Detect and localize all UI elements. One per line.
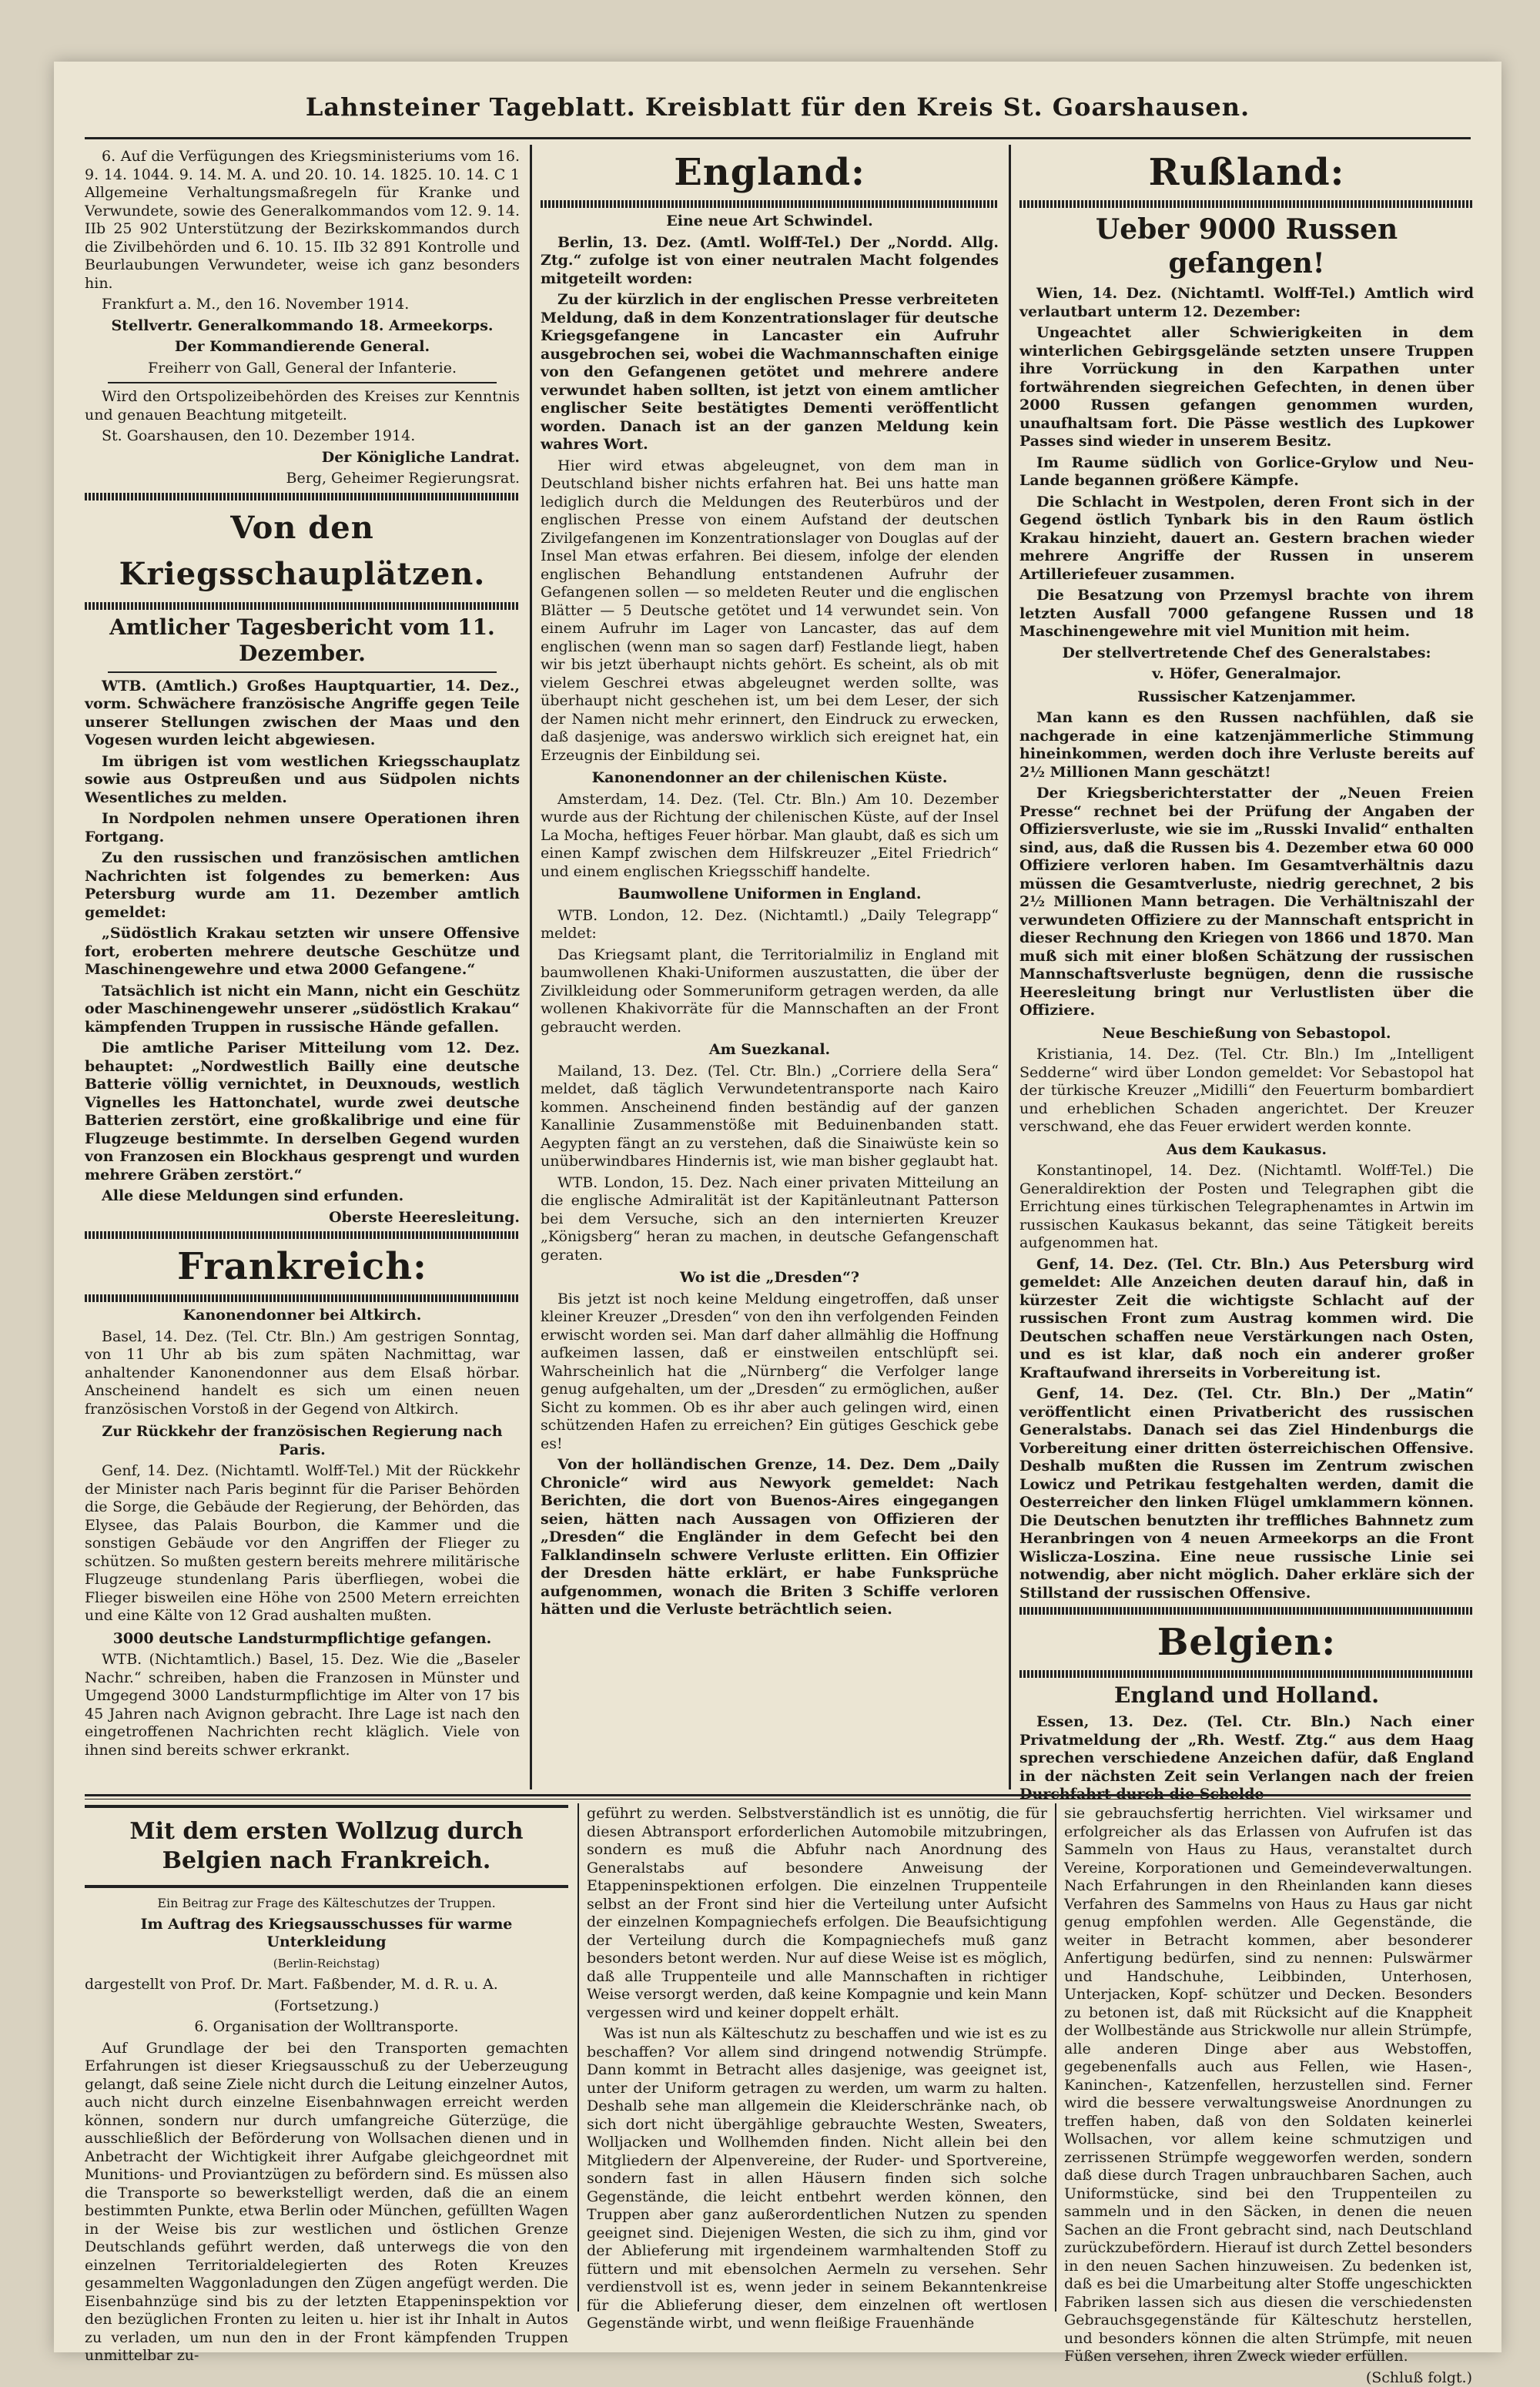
- column-right: [1019, 148, 1474, 1788]
- newspaper-page: [54, 62, 1502, 2352]
- notice2-signature-2: Berg, Geheimer Regierungsrat.: [85, 470, 520, 488]
- feature-headline: Mit dem ersten Wollzug durch Belgien nach Frankreich.: [85, 1817, 568, 1876]
- england-paragraph: WTB. London, 12. Dez. (Nichtamtl.) „Daily Telegrapp“ meldet:: [541, 907, 999, 943]
- england-paragraph: Mailand, 13. Dez. (Tel. Ctr. Bln.) „Corriere della Sera“ meldet, daß täglich Verwundetentransporte nach Kairo kommen. Anscheinend finden beständig auf der ganzen Kanallinie Zusammenstöße mit Beduinenbanden statt. Aegypten fängt an zu verstehen, daß die Sinaiwüste kein so unüberwindbares Hindernis ist, wie man bisher geglaubt hat.: [541, 1063, 999, 1171]
- tagesbericht-paragraph: Die amtliche Pariser Mitteilung vom 12. Dez. behauptet: „Nordwestlich Bailly eine deutsche Batterie völlig vernichtet, in Deuxnouds, westlich Vignelles les Hattonchatel, wurde zwei deutsche Batterien zerstört, eine großkalibrige und eine für Flugzeuge bestimmte. In derselben Gegend wurden von Franzosen ein Blockhaus gesprengt und wurden mehrere Gräben zerstört.“: [85, 1040, 520, 1184]
- russland-paragraph: Kristiania, 14. Dez. (Tel. Ctr. Bln.) Im „Intelligent Sedderne“ wird über London gemeldet: Vor Sebastopol hat der türkische Kreuzer „Midilli“ den Feuerturm bombardiert und erheblichen Schaden angerichtet. Der Kreuzer verschwand, ehe das Feuer erwidert werden konnte.: [1019, 1046, 1474, 1137]
- frankreich-subheading: Kanonendonner bei Altkirch.: [85, 1307, 520, 1325]
- divider: [108, 382, 497, 383]
- england-subheading: Wo ist die „Dresden“?: [541, 1269, 999, 1287]
- russland-paragraph: Wien, 14. Dez. (Nichtamtl. Wolff-Tel.) Amtlich wird verlautbart unterm 12. Dezember:: [1019, 285, 1474, 321]
- feature-paragraph: geführt zu werden. Selbstverständlich ist es unnötig, die für diesen Abtransport erforderlichen Automobile mitzubringen, sondern es muß die Abfuhr nach Anordnung des Generalstabs auf besondere Anweisung der Etappeninspektionen erfolgen. Die einzelnen Truppenteile selbst an der Front sind hier die Verteilung unter Aufsicht der einzelnen Kompagniechefs erfolgen. Die Beaufsichtigung der Verteilung durch die Kompagniechefs muß ganz besonders betont werden. Nur auf diese Weise ist es möglich, daß alle Truppenteile und alle Mannschaften in richtiger Weise versorgt werden, daß keine Kompagnie und kein Mann vergessen wird und keiner doppelt erhält.: [587, 1805, 1047, 2022]
- feature-headline-box: [85, 1805, 568, 1888]
- frankreich-paragraph: Basel, 14. Dez. (Tel. Ctr. Bln.) Am gestrigen Sonntag, von 11 Uhr ab bis zum späten Nachmittag, war anhaltender Kanonendonner aus dem Elsaß hörbar. Anscheinend handelt es sich um einen neuen französischen Vorstoß in der Gegend von Altkirch.: [85, 1328, 520, 1419]
- russland-paragraph: Konstantinopel, 14. Dez. (Nichtamtl. Wolff-Tel.) Die Generaldirektion der Posten und Telegraphen gibt die Errichtung eines türkischen Telegraphenamtes in Artwin im russischen Kaukasus bekannt, das seine Tätigkeit bereits aufgenommen hat.: [1019, 1162, 1474, 1253]
- england-title: England:: [541, 149, 999, 196]
- feature-divider-2: [1055, 1803, 1056, 2312]
- feature-subheading: 6. Organisation der Wolltransporte.: [85, 2018, 568, 2037]
- feature-paragraph: Auf Grundlage der bei den Transporten gemachten Erfahrungen ist dieser Kriegsausschuß zu der Ueberzeugung gelangt, daß seine Ziele nicht durch die Leitung einzelner Autos, auch nicht durch einzelne Eisenbahnwagen erreicht werden können, sondern nur durch umfangreiche Güterzüge, die ausschließlich der Beförderung von Wollsachen dienen und in Anbetracht der Wichtigkeit ihrer Aufgabe gleichgeordnet mit Munitions- und Proviantzügen zu befördern sind. Es müssen also die Transporte so bewerkstelligt werden, daß die an einem bestimmten Punkte, etwa Berlin oder München, gefüllten Wagen in der Weise bis zur westlichen und östlichen Grenze Deutschlands geführt werden, daß unterwegs die von den einzelnen Territorialdelegierten des Roten Kreuzes gesammelten Waggonladungen den Zügen angefügt werden. Die Eisenbahnzüge sind bis zu der letzten Etappeninspektion vor den bezüglichen Fronten zu leiten u. hier ist ihr Inhalt in Autos zu verladen, um nun den in der Front kämpfenden Truppen unmittelbar zu-: [85, 2040, 568, 2365]
- frankreich-paragraph: Genf, 14. Dez. (Nichtamtl. Wolff-Tel.) Mit der Rückkehr der Minister nach Paris beginnt für die Pariser Behörden die Sorge, die Gebäude der Regierung, der Behörden, das Elysee, das Palais Bourbon, die Kammer und die sonstigen Gebäude vor den Angriffen der Flieger zu schützen. So mußten gestern bereits mehrere militärische Flugzeuge stundenlang Paris überfliegen, wobei die Flieger bisweilen eine Höhe von 2500 Metern erreichten und eine Kälte von 12 Grad aushalten mußten.: [85, 1462, 520, 1625]
- tagesbericht-paragraph: Tatsächlich ist nicht ein Mann, nicht ein Geschütz oder Maschinengewehr unserer „südöstlich Krakau“ kämpfenden Truppen in russische Hände gefallen.: [85, 983, 520, 1037]
- section-bar: [541, 200, 999, 208]
- masthead-rule: [85, 137, 1471, 139]
- russland-paragraph: Die Schlacht in Westpolen, deren Front sich in der Gegend östlich Tynbark bis in den Raum östlich Krakau hinzieht, dauert an. Gestern brachen wieder mehrere Angriffe der Russen in unserem Artilleriefeuer zusammen.: [1019, 494, 1474, 584]
- tagesbericht-paragraph: In Nordpolen nehmen unsere Operationen ihren Fortgang.: [85, 810, 520, 846]
- frankreich-paragraph: WTB. (Nichtamtlich.) Basel, 15. Dez. Wie die „Baseler Nachr.“ schreiben, haben die Franzosen in Münster und Umgegend 3000 Landsturmpflichtige im Alter von 17 bis 45 Jahren nach Avignon gebracht. Ihre Lage ist nach den eingetroffenen Nachrichten recht kläglich. Viele von ihnen sind bereits schwer erkrankt.: [85, 1651, 520, 1759]
- frankreich-title: Frankreich:: [85, 1244, 520, 1290]
- england-subheading: Baumwollene Uniformen in England.: [541, 886, 999, 904]
- column-divider-1: [530, 145, 532, 1789]
- feature-paragraph: sie gebrauchsfertig herrichten. Viel wirksamer und erfolgreicher als das Erlassen von Aufrufen ist das Sammeln von Haus zu Haus, veranstaltet durch Vereine, Korporationen und Gemeindeverwaltungen. Nach Erfahrungen in den Rheinlanden kann dieses Verfahren des Sammelns von Haus zu Haus gar nicht genug empfohlen werden. Alle Gegenstände, die weiter in Betracht kommen, aber besonderer Anfertigung bedürfen, sind zu nennen: Pulswärmer und Handschuhe, Leibbinden, Unterhosen, Unterjacken, Kopf- schützer und Decken. Besonders zu betonen ist, daß mit Rücksicht auf die Knappheit der Wollbestände aus Strickwolle nur allein Strümpfe, alle anderen Dinge aber aus Webstoffen, gegebenenfalls auch aus Fellen, wie Hasen-, Kaninchen-, Katzenfellen, herzustellen sind. Ferner wird die bessere verwaltungsweise Anordnungen zu treffen haben, daß von den Soldaten keinerlei Wollsachen, vor allem keine schmutzigen und zerrissenen Strümpfe weggeworfen werden, sondern daß diese durch Tragen unbrauchbaren Sachen, auch Uniformstücke, sind bei den Truppenteilen zu sammeln und in den Säcken, in denen die neuen Sachen an die Front gebracht sind, nach Deutschland zurückzubefördern. Hierauf ist durch Zettel besonders in den neuen Sachen hinzuweisen. Zu bedenken ist, daß es bei die Umarbeitung alter Stoffe ungeschickten Fabriken lassen sich aus diesen die verschiedensten Gebrauchsgegenstände für Kälteschutz herstellen, und besonders können die alten Strümpfe, mit neuen Füßen versehen, ihren Zweck wieder erfüllen.: [1064, 1805, 1472, 2366]
- england-subheading: Am Suezkanal.: [541, 1041, 999, 1060]
- russland-signature-1: Der stellvertretende Chef des Generalstabes:: [1019, 644, 1474, 663]
- feature-paragraph: Was ist nun als Kälteschutz zu beschaffen und wie ist es zu beschaffen? Vor allem sind dringend notwendig Strümpfe. Dann kommt in Betracht alles dasjenige, was geeignet ist, unter der Uniform getragen zu werden, um warm zu halten. Deshalb sehe man allgemein die Kleiderschränke nach, ob sich dort nicht übergählige gebrauchte Westen, Sweaters, Wolljacken und Wollhemden finden. Nicht allein bei den Mitgliedern der Alpenvereine, der Ruder- und Sportvereine, sondern fast in allen Häusern finden sich solche Gegenstände, die leicht entbehrt werden können, den Truppen aber ganz außerordentlichen Nutzen zu spenden geeignet sind. Diejenigen Westen, die sich zu ihm, gind vor der Ablieferung mit irgendeinem warmhaltenden Stoff zu füttern und mit ebensolchen Aermeln zu versehen. Sehr verdienstvoll ist es, wenn jeder in seinem Bekanntenkreise für die Ablieferung dieser, dem einzelnen oft wertlosen Gegenstände wirbt, und wenn fleißige Frauenhände: [587, 2025, 1047, 2333]
- feature-column-1: [85, 1805, 568, 2313]
- russland-subheading: Russischer Katzenjammer.: [1019, 688, 1474, 707]
- notice2-place-date: St. Goarshausen, den 10. Dezember 1914.: [85, 427, 520, 446]
- tagesbericht-signature: Oberste Heeresleitung.: [85, 1209, 520, 1227]
- russland-paragraph: Der Kriegsberichterstatter der „Neuen Freien Presse“ rechnet bei der Prüfung der Angaben der Offiziersverluste, wie sie im „Russki Invalid“ enthalten sind, aus, daß die Russen bis 4. Dezember etwa 60 000 Offiziere verloren haben. Im Gesamtverhältnis dazu müssen die Gesamtverluste, niedrig gerechnet, 2 bis 2½ Millionen Mann betragen. Die Verhältniszahl der verwundeten Offiziere zu der Mannschaft entspricht in dieser Rechnung den Kriegen von 1866 und 1870. Man muß sich mit einer bloßen Schätzung der russischen Mannschaftsverluste begnügen, denn die russische Heeresleitung bringt nur Verlustlisten über die Offiziere.: [1019, 785, 1474, 1020]
- russland-subheading: Aus dem Kaukasus.: [1019, 1141, 1474, 1160]
- england-paragraph: Berlin, 13. Dez. (Amtl. Wolff-Tel.) Der „Nordd. Allg. Ztg.“ zufolge ist von einer neutralen Macht folgendes mitgeteilt worden:: [541, 234, 999, 289]
- section-bar: [85, 602, 520, 610]
- masthead: Lahnsteiner Tageblatt. Kreisblatt für den Kreis St. Goarshausen.: [54, 92, 1502, 122]
- section-bar: [85, 493, 520, 500]
- notice-signature-2: Der Kommandierende General.: [85, 338, 520, 357]
- frankreich-subheading: 3000 deutsche Landsturmpflichtige gefangen.: [85, 1630, 520, 1649]
- tagesbericht-title: Amtlicher Tagesbericht vom 11. Dezember.: [85, 614, 520, 667]
- belgien-title: Belgien:: [1019, 1619, 1474, 1666]
- england-paragraph: Das Kriegsamt plant, die Territorialmiliz in England mit baumwollenen Khaki-Uniformen auszustatten, die über der Zivilkleidung oder Sommeruniform getragen werden, da alle wollenen Khakivorräte für die Mannschaften an der Front gebraucht werden.: [541, 946, 999, 1037]
- column-divider-2: [1009, 145, 1011, 1789]
- england-paragraph: Amsterdam, 14. Dez. (Tel. Ctr. Bln.) Am 10. Dezember wurde aus der Richtung der chilenischen Küste, auf der Insel La Mocha, heftiges Feuer hörbar. Man glaubt, daß es sich um einen Kampf zwischen dem Hilfskreuzer „Eitel Friedrich“ und einem englischen Kriegsschiff handelte.: [541, 791, 999, 882]
- section-bar: [85, 1231, 520, 1239]
- russland-headline: Ueber 9000 Russen gefangen!: [1019, 213, 1474, 280]
- tagesbericht-paragraph: WTB. (Amtlich.) Großes Hauptquartier, 14. Dez., vorm. Schwächere französische Angriffe gegen Teile unserer Stellungen zwischen der Maas und den Vogesen wurden leicht abgewiesen.: [85, 678, 520, 750]
- feature-divider-1: [578, 1803, 579, 2312]
- russland-paragraph: Man kann es den Russen nachfühlen, daß sie nachgerade in eine katzenjämmerliche Stimmung hineinkommen, werden doch ihre Verluste bereits auf 2½ Millionen Mann geschätzt!: [1019, 709, 1474, 782]
- kriegsschauplaetze-title: Von den Kriegsschauplätzen.: [85, 505, 520, 598]
- england-paragraph: Von der holländischen Grenze, 14. Dez. Dem „Daily Chronicle“ wird aus Newyork gemeldet: Nach Berichten, die dort von Buenos-Aires eingegangen seien, hätten nach Aussagen von Offizieren der „Dresden“ die Engländer in dem Gefecht bei den Falklandinseln schwere Verluste erlitten. Ein Offizier der Dresden hätte erklärt, er habe Funksprüche aufgenommen, wonach die Briten 3 Schiffe verloren hätten und die Verluste beträchtlich seien.: [541, 1456, 999, 1619]
- belgien-paragraph: Essen, 13. Dez. (Tel. Ctr. Bln.) Nach einer Privatmeldung der „Rh. Westf. Ztg.“ aus dem Haag sprechen verschiedene Anzeichen dafür, daß England in der nächsten Zeit sein Verlangen nach der freien: [1019, 1713, 1474, 1804]
- russland-paragraph: Ungeachtet aller Schwierigkeiten in dem winterlichen Gebirgsgelände setzten unsere Truppen ihre Vorrückung in den Karpathen unter fortwährenden siegreichen Gefechten, in denen über 2000 Russen gefangen genommen wurden, unaufhaltsam fort. Die Pässe westlich des Lupkower Passes sind wieder in unserem Besitz.: [1019, 324, 1474, 451]
- feature-byline: dargestellt von Prof. Dr. Mart. Faßbender, M. d. R. u. A.: [85, 1976, 568, 1994]
- england-paragraph: WTB. London, 15. Dez. Nach einer privaten Mitteilung an die englische Admiralität ist der Kapitänleutnant Patterson bei dem Versuche, sich an den internierten Kreuzer „Königsberg“ heran zu machen, in deutsche Gefangenschaft geraten.: [541, 1174, 999, 1265]
- notice-signature-3: Freiherr von Gall, General der Infanterie.: [85, 360, 520, 378]
- russland-paragraph: Genf, 14. Dez. (Tel. Ctr. Bln.) Aus Petersburg wird gemeldet: Alle Anzeichen deuten darauf hin, daß in kürzester Zeit die wichtigste Schlacht auf der russischen Front zum Austrag kommen wird. Die Deutschen schaffen neue Verstärkungen nach Osten, und es ist klar, daß noch ein anderer großer Kraftaufwand ihrerseits in Vorbereitung ist.: [1019, 1256, 1474, 1383]
- russland-title: Rußland:: [1019, 149, 1474, 196]
- notice-signature-1: Stellvertr. Generalkommando 18. Armeekorps.: [85, 317, 520, 336]
- tagesbericht-paragraph: Alle diese Meldungen sind erfunden.: [85, 1187, 520, 1206]
- england-subheading: Kanonendonner an der chilenischen Küste.: [541, 769, 999, 788]
- feature-kicker: Im Auftrag des Kriegsausschusses für warme Unterkleidung: [85, 1916, 568, 1952]
- section-bar: [1019, 1607, 1474, 1615]
- england-paragraph: Zu der kürzlich in der englischen Presse verbreiteten Meldung, daß in dem Konzentrationslager für deutsche Kriegsgefangene in Lancaster ein Aufruhr ausgebrochen sei, wobei die Wachmannschaften einige von den Gefangenen getötet und mehrere andere verwundet haben sollten, ist jetzt von einem amtlicher englischer Seite bestätigtes Dementi veröffentlicht worden. Danach ist an der ganzen Meldung kein wahres Wort.: [541, 291, 999, 454]
- russland-subheading: Neue Beschießung von Sebastopol.: [1019, 1025, 1474, 1043]
- tagesbericht-paragraph: Im übrigen ist vom westlichen Kriegsschauplatz sowie aus Ostpreußen und aus Südpolen nichts Wesentliches zu melden.: [85, 753, 520, 808]
- feature-kicker: (Berlin-Reichstag): [85, 1955, 568, 1974]
- england-subheading: Eine neue Art Schwindel.: [541, 213, 999, 231]
- england-paragraph: Hier wird etwas abgeleugnet, von dem man in Deutschland bisher nichts erfahren hat. Bei uns hatte man lediglich durch die Meldungen des Reuterbüros und der englischen Presse von einem Aufstand der deutschen Zivilgefangenen im Konzentrationslager von Douglas auf der Insel Man etwas erfahren. Bei diesem, infolge der elenden englischen Behandlung entstandenen Aufruhr der Gefangenen sollen — so meldeten Reuter und die englischen Blätter — 5 Deutsche getötet und 14 verwundet sein. Von einem Aufruhr im Lager von Lancaster, das auf dem englischen (wenn man so sagen darf) Festlande liegt, haben wir bis jetzt überhaupt nichts gehört. Es scheint, als ob mit vielem Geschrei etwas abgeleugnet werden sollte, was überhaupt nicht geschehen ist, um bei dem Leser, der sich der Namen nicht mehr erinnert, den Eindruck zu erwecken, daß dasjenige, was anderswo wirklich sich ereignet hat, ein Erzeugnis der Einbildung sei.: [541, 457, 999, 765]
- belgien-headline: England und Holland.: [1019, 1682, 1474, 1709]
- tagesbericht-paragraph: Zu den russischen und französischen amtlichen Nachrichten ist folgendes zu bemerken: Aus Petersburg wurde am 11. Dezember amtlich gemeldet:: [85, 849, 520, 922]
- frankreich-subheading: Zur Rückkehr der französischen Regierung nach Paris.: [85, 1423, 520, 1459]
- column-left: [85, 148, 520, 1788]
- russland-paragraph: Die Besatzung von Przemysl brachte von ihrem letzten Ausfall 7000 gefangene Russen und 18 Maschinengewehre mit viel Munition mit heim.: [1019, 587, 1474, 641]
- section-bar: [85, 1294, 520, 1302]
- section-bar: [1019, 200, 1474, 208]
- notice2-paragraph: Wird den Ortspolizeibehörden des Kreises zur Kenntnis und genauen Beachtung mitgeteilt.: [85, 388, 520, 424]
- notice-paragraph: 6. Auf die Verfügungen des Kriegsministeriums vom 16. 9. 14. 1044. 9. 14. M. A. und 20. 10. 14. 1825. 10. 14. C 1 Allgemeine Verhaltungsmaßregeln für Kranke und Verwundete, sowie des Generalkommandos vom 12. 9. 14. IIb 25 902 Unterstützung der Bezirkskommandos durch die Zivilbehörden und 6. 10. 15. IIb 32 891 Kontrolle und Beurlaubungen Verwundeter, weise ich ganz besonders hin.: [85, 148, 520, 293]
- divider: [108, 671, 497, 673]
- tagesbericht-paragraph: „Südöstlich Krakau setzten wir unsere Offensive fort, eroberten mehrere deutsche Geschütze und Maschinengewehre und etwa 2000 Gefangene.“: [85, 925, 520, 979]
- england-paragraph: Bis jetzt ist noch keine Meldung eingetroffen, daß unser kleiner Kreuzer „Dresden“ von den ihn verfolgenden Feinden erwischt worden sei. Man darf daher allmählig die Hoffnung aufkeimen lassen, daß er einstweilen entschlüpft sei. Wahrscheinlich hat die „Nürnberg“ die Verfolger lange genug aufgehalten, um der „Dresden“ zu ermöglichen, außer Sicht zu kommen. Ob es ihr aber auch gelingen wird, einen schützenden Hafen zu erreichen? Ein gütiges Geschick gebe es!: [541, 1291, 999, 1454]
- russland-paragraph: Genf, 14. Dez. (Tel. Ctr. Bln.) Der „Matin“ veröffentlicht einen Privatbericht des russischen Generalstabs. Danach sei das Ziel Hindenburgs die Vorbereitung einer dritten österreichischen Offensive. Deshalb mußten die Russen im Zentrum zwischen Lowicz und Petrikau festgehalten werden, damit die Oesterreicher den linken Flügel umklammern können. Die Deutschen benutzten ihr treffliches Bahnnetz zum Heranbringen von 4 neuen Armeekorps an die Front Wislicza-Loszina. Eine neue russische Linie sei notwendig, aber nicht möglich. Daher erkläre sich der Stillstand der russischen Offensive.: [1019, 1385, 1474, 1602]
- column-middle: [541, 148, 999, 1788]
- feature-end-note: (Schluß folgt.): [1064, 2369, 1472, 2387]
- feature-column-3: [1064, 1805, 1472, 2313]
- feature-continuation: (Fortsetzung.): [85, 1997, 568, 2016]
- feature-column-2: [587, 1805, 1047, 2313]
- feature-top-rule: [85, 1794, 1471, 1796]
- notice-place-date: Frankfurt a. M., den 16. November 1914.: [85, 296, 520, 314]
- notice2-signature-1: Der Königliche Landrat.: [85, 449, 520, 467]
- feature-kicker: Ein Beitrag zur Frage des Kälteschutzes der Truppen.: [85, 1894, 568, 1913]
- russland-paragraph: Im Raume südlich von Gorlice-Grylow und Neu-Lande begannen größere Kämpfe.: [1019, 454, 1474, 490]
- russland-signature-2: v. Höfer, Generalmajor.: [1019, 665, 1474, 684]
- section-bar: [1019, 1670, 1474, 1678]
